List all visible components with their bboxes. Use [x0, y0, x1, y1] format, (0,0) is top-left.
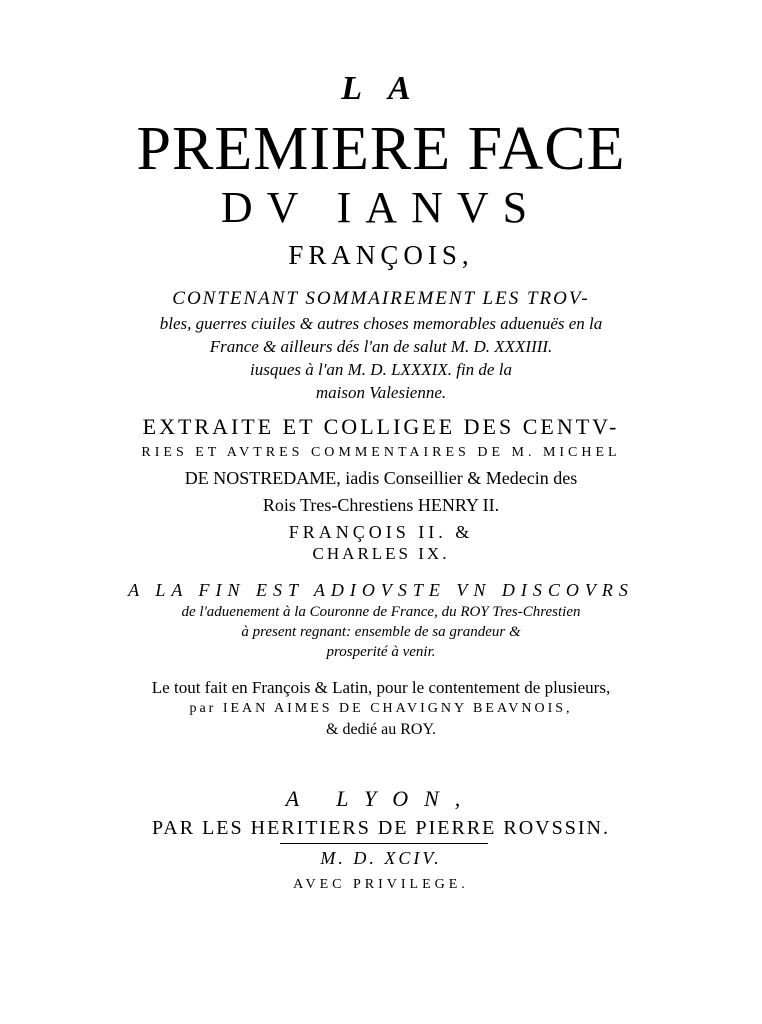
contenant-line-1: CONTENANT SOMMAIREMENT LES TROV-	[172, 288, 590, 309]
tout-fait-line-2: par IEAN AIMES DE CHAVIGNY BEAVNOIS,	[189, 701, 573, 716]
discours-line-1: A LA FIN EST ADIOVSTE VN DISCOVRS	[128, 580, 634, 600]
extraite-line-2: RIES ET AVTRES COMMENTAIRES DE M. MICHEL	[141, 445, 621, 460]
imprint-publisher: PAR LES HERITIERS DE PIERRE ROVSSIN.	[152, 817, 610, 839]
imprint-divider	[280, 843, 488, 844]
imprint-privilege: AVEC PRIVILEGE.	[293, 877, 469, 892]
contenant-line-2: bles, guerres ciuiles & autres choses memorables aduenuës en la	[159, 314, 603, 333]
imprint-year: M. D. XCIV.	[320, 848, 442, 868]
discours-line-2: de l'aduenement à la Couronne de France, du ROY Tres-Chrestien	[181, 604, 581, 620]
contenant-line-3: France & ailleurs dés l'an de salut M. D. XXXIIII.	[209, 337, 553, 356]
discours-line-3: à present regnant: ensemble de sa grandeur &	[241, 624, 521, 640]
title-janus-line: DV IANVS	[220, 183, 542, 232]
title-francois-line: FRANÇOIS,	[288, 240, 474, 270]
contenant-line-5: maison Valesienne.	[315, 383, 447, 402]
extraite-line-1: EXTRAITE ET COLLIGEE DES CENTV-	[142, 414, 620, 439]
tout-fait-line-3: & dedié au ROY.	[326, 721, 436, 738]
extraite-line-3: DE NOSTREDAME, iadis Conseillier & Medecin des	[184, 468, 578, 488]
imprint-place: A LYON,	[285, 786, 477, 811]
discours-line-4: prosperité à venir.	[326, 644, 436, 660]
extraite-line-5: FRANÇOIS II. &	[288, 522, 474, 542]
extraite-line-4: Rois Tres-Chrestiens HENRY II.	[262, 495, 500, 515]
extraite-line-6: CHARLES IX.	[312, 544, 450, 563]
contenant-line-4: iusques à l'an M. D. LXXXIX. fin de la	[250, 360, 512, 379]
title-main-line: PREMIERE FACE	[136, 115, 626, 183]
title-article: L A	[341, 70, 421, 107]
tout-fait-line-1: Le tout fait en François & Latin, pour le contentement de plusieurs,	[151, 678, 611, 697]
